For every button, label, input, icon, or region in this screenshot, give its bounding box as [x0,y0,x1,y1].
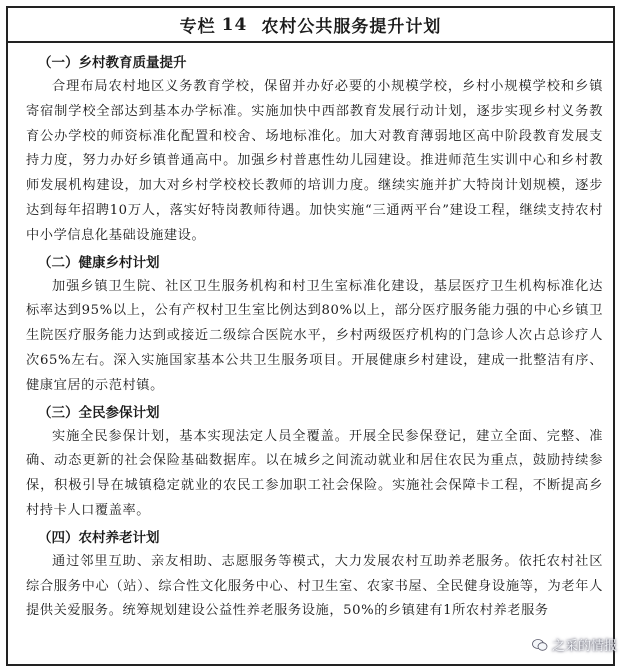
section-heading: （二）健康乡村计划 [38,254,160,271]
title-text: 农村公共服务提升计划 [261,17,442,37]
watermark-text: 之采的情报 [551,639,617,654]
column-box [6,6,615,666]
column-title [8,8,613,43]
section-body: 加强乡镇卫生院、社区卫生服务机构和村卫生室标准化建设，基层医疗卫生机构标准化达标率达到95%以上，公有产权村卫生室比例达到80%以上，部分医疗服务能力强的中心乡镇卫生院医疗服务能力达到或接近二级综合医院水平，乡村两级医疗机构的门急诊人次占总诊疗人次65%左右。深入实施国家基本公共卫生服务项目。开展健康乡村建设，建成一批整洁有序、健康宜居的示范村镇。 [26,278,603,393]
section-body: 实施全民参保计划，基本实现法定人员全覆盖。开展全民参保登记，建立全面、完整、准确、动态更新的社会保险基础数据库。以在城乡之间流动就业和居住农民为重点，鼓励持续参保，积极引导在城镇稳定就业的农民工参加职工社会保险。实施社会保障卡工程，不断提高乡村持卡人口覆盖率。 [26,428,603,518]
section-body: 合理布局农村地区义务教育学校，保留并办好必要的小规模学校，乡村小规模学校和乡镇寄宿制学校全部达到基本办学标准。实施加快中西部教育发展行动计划，逐步实现乡村义务教育公办学校的师资标准化配置和校舍、场地标准化。加大对教育薄弱地区高中阶段教育发展支持力度，努力办好乡镇普通高中。加强乡村普惠性幼儿园建设。推进师范生实训中心和乡村教师发展机构建设，加大对乡村学校校长教师的培训力度。继续实施并扩大特岗计划规模，逐步达到每年招聘10万人，落实好特岗教师待遇。加快实施“三通两平台”建设工程，继续支持农村中小学信息化基础设施建设。 [26,79,603,243]
title-prefix: 专栏 [179,17,216,37]
section-elderly-care [26,526,603,624]
section-heading: （三）全民参保计划 [38,404,160,421]
section-insurance [26,401,603,524]
section-health [26,251,603,399]
section-heading: （四）农村养老计划 [38,529,160,546]
section-heading: （一）乡村教育质量提升 [38,55,187,71]
column-content [8,43,613,624]
wechat-icon [532,638,548,652]
section-education [26,51,603,249]
title-number: 14 [221,14,248,35]
watermark [532,635,617,654]
section-body: 通过邻里互助、亲友相助、志愿服务等模式，大力发展农村互助养老服务。依托农村社区综合服务中心（站）、综合性文化服务中心、村卫生室、农家书屋、全民健身设施等，为老年人提供关爱服务。统筹规划建设公益性养老服务设施，50%的乡镇建有1所农村养老服务 [26,553,603,619]
